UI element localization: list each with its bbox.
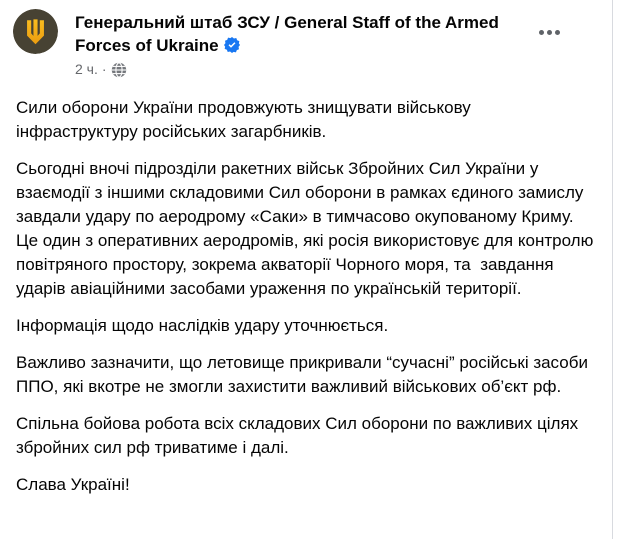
ellipsis-more-icon bbox=[539, 30, 544, 35]
post-body-text bbox=[0, 79, 612, 497]
author-line bbox=[75, 11, 545, 57]
post-header-text bbox=[75, 9, 545, 79]
post-meta-line bbox=[75, 60, 545, 79]
post-paragraph: Інформація щодо наслідків удару уточнюється. bbox=[16, 316, 389, 335]
verified-badge-icon bbox=[224, 37, 240, 53]
post-paragraph: Сьогодні вночі підрозділи ракетних військ Збройних Сил України у взаємодії з іншими складовими Сил оборони в рамках єдиного замислу завдали удару по аеродрому «Саки» в тимчасово окупованому Криму. Це один з оперативних аеродромів, які росія використовує для контролю повітряного простору, зокрема акваторії Чорного моря, та завдання ударів авіаційними засобами ураження по українській території. bbox=[16, 159, 599, 298]
post-paragraph: Спільна бойова робота всіх складових Сил оборони по важливих цілях збройних сил рф триватиме і далі. bbox=[16, 414, 583, 457]
more-options-button[interactable] bbox=[533, 18, 565, 46]
page-name-link[interactable]: Генеральний штаб ЗСУ / General Staff of the Armed Forces of Ukraine bbox=[75, 13, 499, 55]
avatar[interactable] bbox=[13, 9, 58, 54]
globe-public-icon bbox=[111, 62, 127, 78]
ellipsis-more-icon bbox=[547, 30, 552, 35]
post-paragraph: Важливо зазначити, що летовище прикривали “сучасні” російські засоби ППО, які вкотре не змогли захистити важливий військових об’єкт рф. bbox=[16, 353, 593, 396]
trident-emblem-icon bbox=[13, 9, 58, 54]
ellipsis-more-icon bbox=[555, 30, 560, 35]
meta-separator: · bbox=[101, 61, 107, 77]
timestamp-link[interactable]: 2 ч. bbox=[75, 61, 98, 77]
post-paragraph: Слава Україні! bbox=[16, 475, 130, 494]
post-paragraph: Сили оборони України продовжують знищувати військову інфраструктуру російських загарбників. bbox=[16, 98, 476, 141]
post-header bbox=[0, 0, 612, 79]
